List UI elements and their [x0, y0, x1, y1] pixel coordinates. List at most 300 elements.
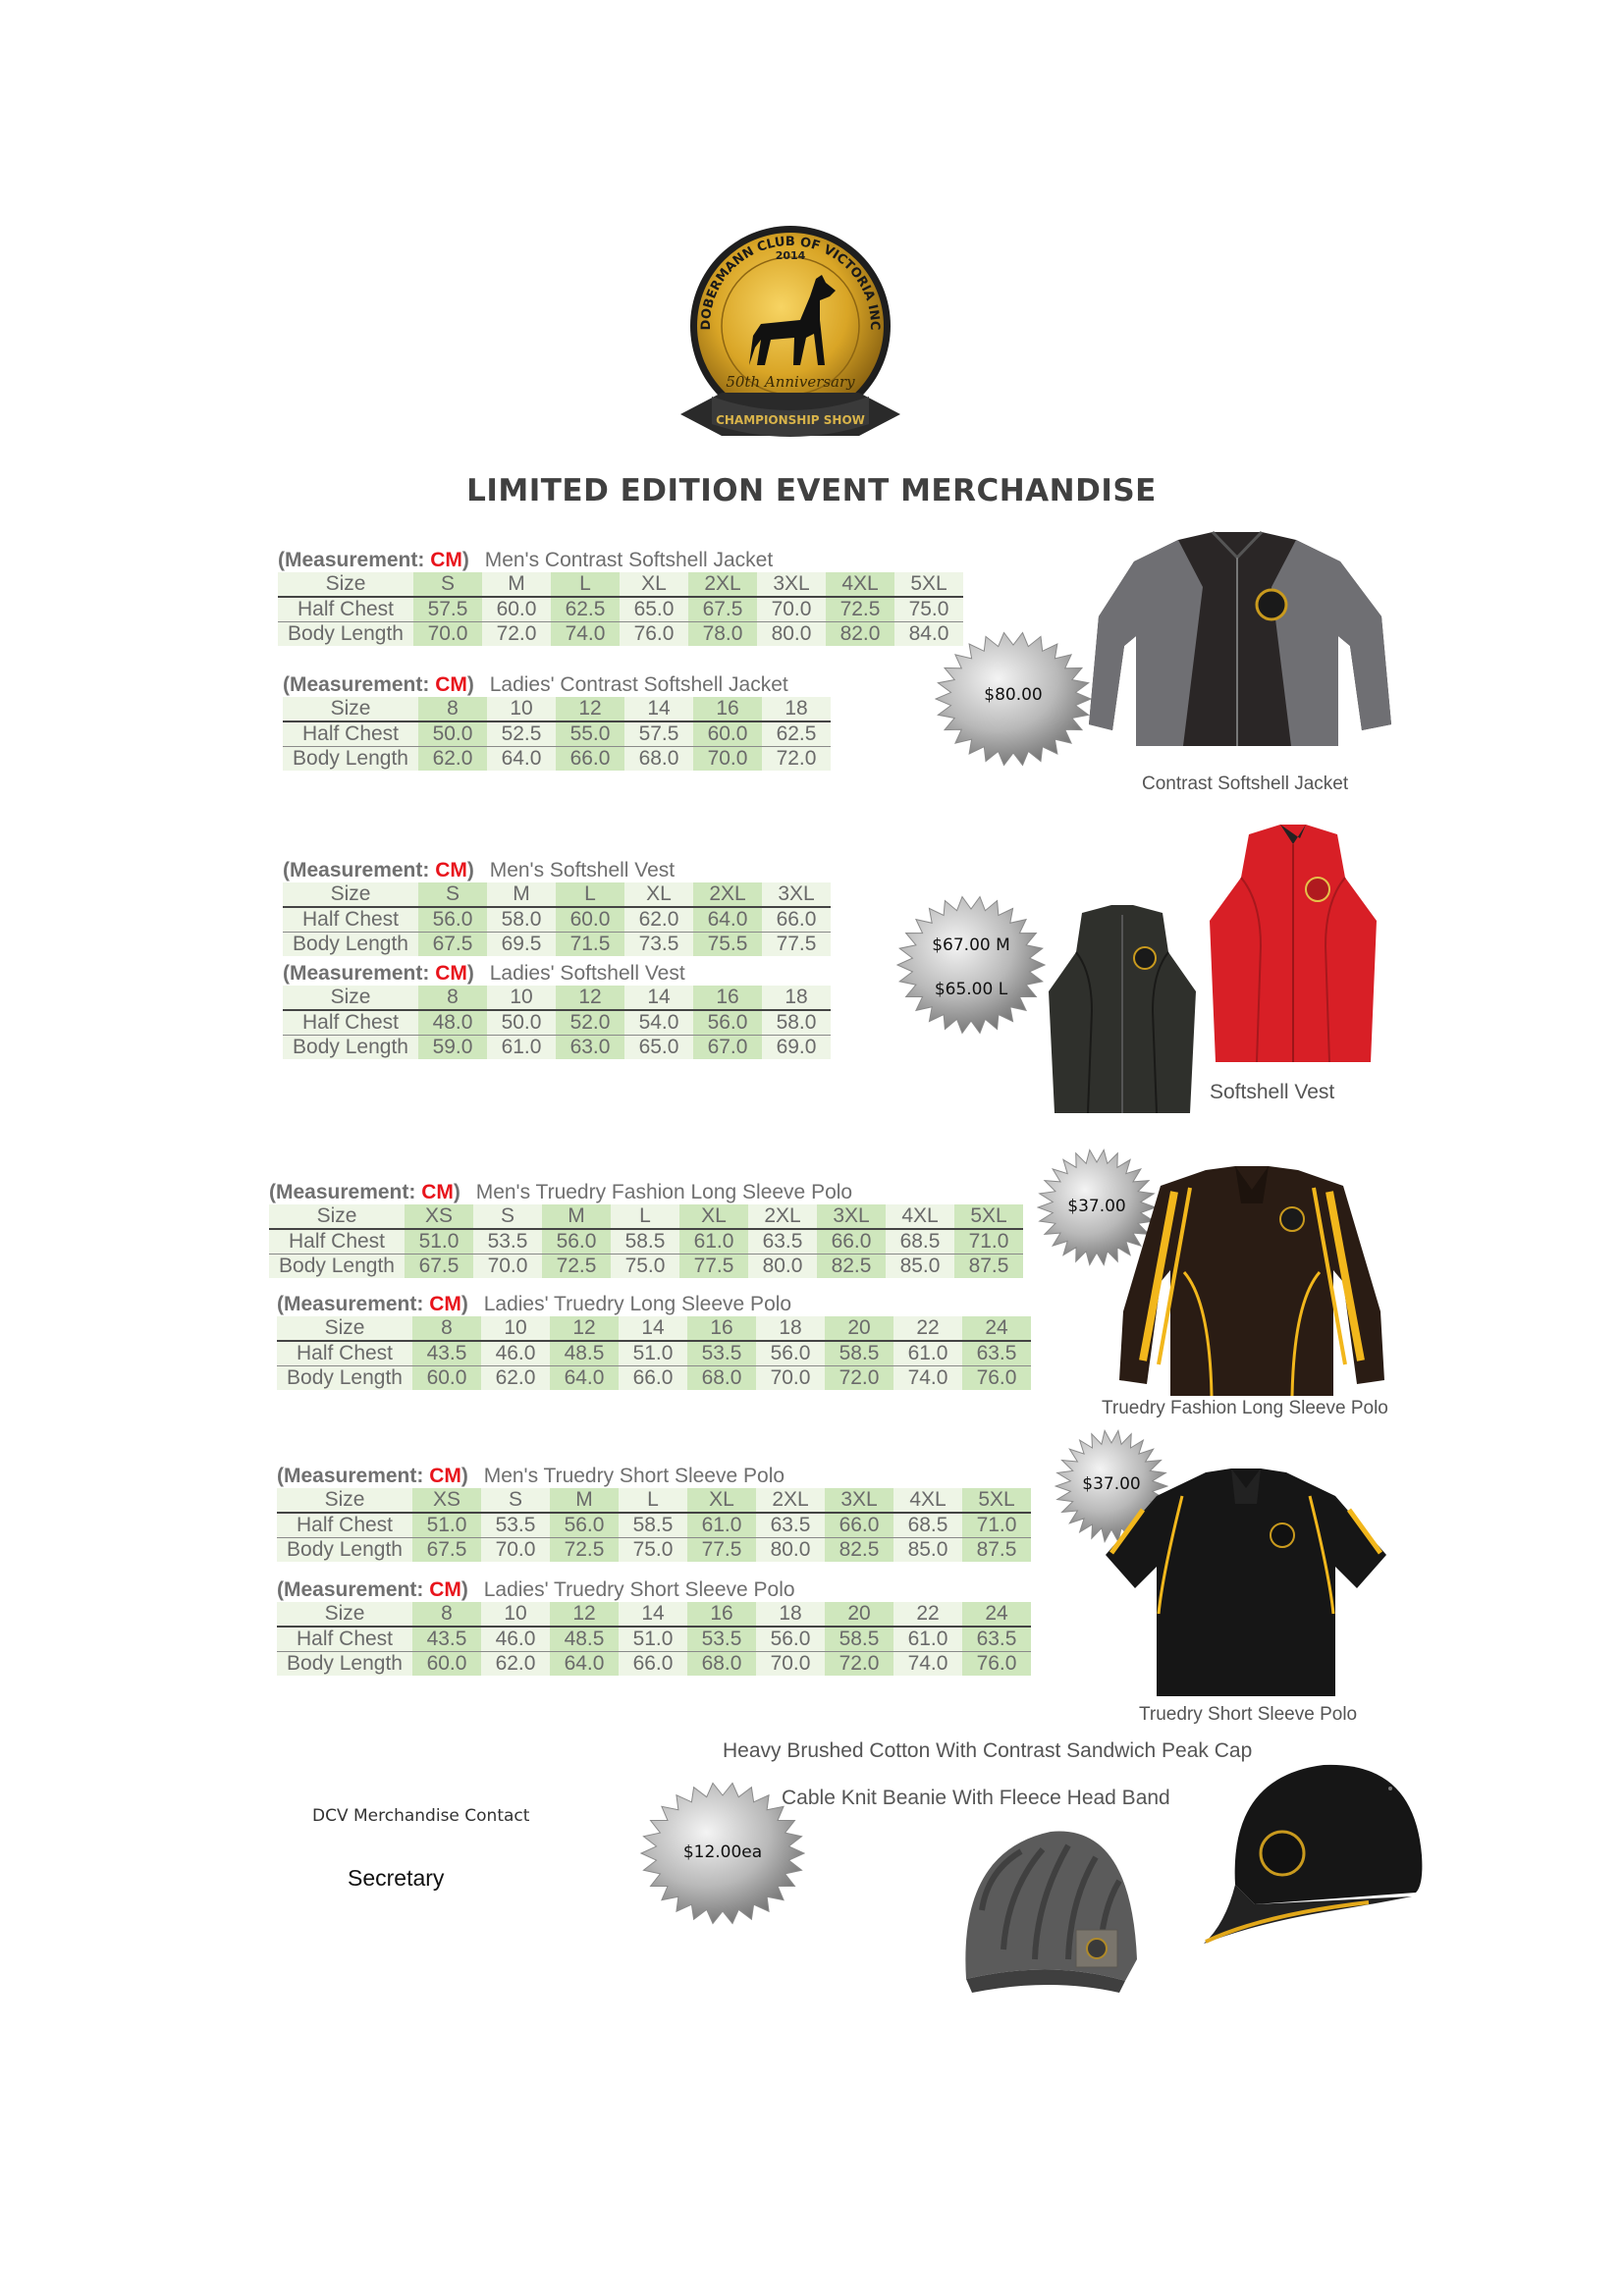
table-cell: 51.0	[405, 1230, 473, 1254]
logo-anniversary: 50th Anniversary	[726, 373, 855, 391]
table-cell: 12	[550, 1602, 619, 1626]
body-length-row	[277, 1652, 1031, 1676]
close-paren: )	[461, 549, 469, 571]
table-cell: 70.0	[473, 1255, 542, 1278]
table-cell: 63.5	[962, 1342, 1031, 1365]
table-cell: 20	[825, 1316, 893, 1340]
table-cell: 64.0	[550, 1652, 619, 1676]
table-cell: 84.0	[894, 622, 963, 646]
table-cell: 43.5	[412, 1628, 481, 1651]
table-cell: L	[551, 572, 620, 596]
table-cell: 5XL	[894, 572, 963, 596]
table-cell: M	[482, 572, 551, 596]
table-cell: 66.0	[825, 1514, 893, 1537]
table-cell: 76.0	[620, 622, 688, 646]
table-cell: 50.0	[487, 1011, 556, 1035]
half-chest-row	[269, 1230, 1023, 1255]
table-cell: 72.0	[482, 622, 551, 646]
table-cell: L	[619, 1488, 687, 1512]
size-row	[283, 697, 831, 722]
table-cell: XL	[679, 1204, 748, 1228]
dobermann-logo-icon	[663, 218, 918, 463]
table-cell: 53.5	[473, 1230, 542, 1254]
row-label: Size	[283, 986, 418, 1009]
table-cell: 73.5	[624, 933, 693, 956]
table-cell: 4XL	[826, 572, 894, 596]
table-cell: 10	[481, 1602, 550, 1626]
size-table	[283, 673, 831, 771]
measurement-label: (Measurement:	[278, 549, 431, 571]
table-cell: 4XL	[886, 1204, 954, 1228]
half-chest-row	[278, 598, 963, 622]
row-label: Size	[277, 1488, 412, 1512]
table-cell: 18	[762, 697, 831, 721]
cm-unit: CM	[429, 1293, 461, 1315]
price-starburst-jacket	[935, 631, 1092, 767]
table-cell: 78.0	[688, 622, 757, 646]
size-row	[283, 986, 831, 1011]
table-cell: 75.0	[894, 598, 963, 621]
table-cell: 69.5	[487, 933, 556, 956]
jacket-image	[1085, 528, 1399, 752]
table-cell: 70.0	[756, 1652, 825, 1676]
beanie-image	[952, 1812, 1143, 1993]
table-cell: 72.5	[550, 1538, 619, 1562]
table-cell: 62.5	[762, 722, 831, 746]
table-cell: 72.0	[825, 1366, 893, 1390]
table-cell: 58.5	[619, 1514, 687, 1537]
garment-name: Men's Contrast Softshell Jacket	[478, 549, 774, 571]
table-cell: M	[542, 1204, 611, 1228]
table-cell: 70.0	[413, 622, 482, 646]
table-cell: 66.0	[817, 1230, 886, 1254]
table-cell: 52.5	[487, 722, 556, 746]
price-short-polo: $37.00	[1082, 1474, 1141, 1494]
table-cell: 53.5	[687, 1628, 756, 1651]
price-jacket: $80.00	[984, 685, 1043, 705]
table-cell: 62.0	[624, 908, 693, 932]
table-cell: 57.5	[413, 598, 482, 621]
table-cell: 68.5	[893, 1514, 962, 1537]
table-cell: 80.0	[757, 622, 826, 646]
row-label: Half Chest	[283, 722, 418, 746]
polo-image-icon	[1104, 1467, 1388, 1698]
table-cell: XS	[405, 1204, 473, 1228]
caption-long-polo: Truedry Fashion Long Sleeve Polo	[1102, 1398, 1388, 1418]
table-cell: 54.0	[624, 1011, 693, 1035]
table-cell: S	[473, 1204, 542, 1228]
table-cell: 69.0	[762, 1036, 831, 1059]
table-cell: 66.0	[619, 1652, 687, 1676]
cm-unit: CM	[435, 673, 467, 696]
cap-image-icon	[1196, 1737, 1434, 1944]
size-table	[277, 1465, 1031, 1562]
caption-vest: Softshell Vest	[1210, 1081, 1335, 1103]
table-cell: 61.0	[487, 1036, 556, 1059]
table-cell: 60.0	[556, 908, 624, 932]
table-cell: 16	[693, 697, 762, 721]
price-vest-m: $67.00 M	[932, 935, 1010, 955]
table-cell: 24	[962, 1602, 1031, 1626]
table-heading	[269, 1181, 1023, 1204]
table-cell: 71.0	[954, 1230, 1023, 1254]
table-cell: 51.0	[619, 1628, 687, 1651]
table-cell: 56.0	[542, 1230, 611, 1254]
table-cell: 53.5	[481, 1514, 550, 1537]
table-cell: 24	[962, 1316, 1031, 1340]
table-cell: 76.0	[962, 1366, 1031, 1390]
table-cell: 77.5	[762, 933, 831, 956]
measurement-label: (Measurement:	[277, 1578, 430, 1601]
table-cell: 61.0	[893, 1342, 962, 1365]
close-paren: )	[460, 1293, 468, 1315]
vest-image-icon	[1204, 823, 1382, 1066]
garment-name: Ladies' Contrast Softshell Jacket	[483, 673, 788, 696]
row-label: Size	[278, 572, 413, 596]
table-cell: 70.0	[757, 598, 826, 621]
row-label: Half Chest	[277, 1514, 412, 1537]
table-cell: XS	[412, 1488, 481, 1512]
table-cell: 61.0	[687, 1514, 756, 1537]
table-cell: 87.5	[954, 1255, 1023, 1278]
row-label: Body Length	[277, 1366, 412, 1390]
size-table	[278, 549, 963, 646]
row-label: Half Chest	[269, 1230, 405, 1254]
table-cell: 51.0	[412, 1514, 481, 1537]
caption-jacket: Contrast Softshell Jacket	[1142, 774, 1349, 794]
row-label: Body Length	[277, 1652, 412, 1676]
table-cell: 3XL	[825, 1488, 893, 1512]
table-cell: 72.5	[542, 1255, 611, 1278]
row-label: Half Chest	[283, 1011, 418, 1035]
table-cell: S	[413, 572, 482, 596]
table-heading	[277, 1293, 1031, 1316]
table-cell: 2XL	[688, 572, 757, 596]
table-cell: 56.0	[756, 1342, 825, 1365]
close-paren: )	[466, 673, 474, 696]
measurement-label: (Measurement:	[283, 962, 436, 985]
measurement-label: (Measurement:	[283, 673, 436, 696]
size-row	[277, 1316, 1031, 1342]
table-cell: 48.0	[418, 1011, 487, 1035]
garment-name: Ladies' Truedry Long Sleeve Polo	[477, 1293, 792, 1315]
row-label: Size	[283, 882, 418, 906]
close-paren: )	[466, 962, 474, 985]
table-cell: 3XL	[817, 1204, 886, 1228]
table-heading	[283, 859, 831, 882]
table-cell: 16	[687, 1316, 756, 1340]
table-cell: 74.0	[893, 1366, 962, 1390]
table-cell: 85.0	[893, 1538, 962, 1562]
table-cell: 8	[412, 1316, 481, 1340]
half-chest-row	[277, 1342, 1031, 1366]
size-table	[277, 1578, 1031, 1676]
size-row	[277, 1488, 1031, 1514]
row-label: Half Chest	[277, 1342, 412, 1365]
size-table	[283, 962, 831, 1059]
table-cell: 67.5	[412, 1538, 481, 1562]
price-headwear: $12.00ea	[682, 1842, 763, 1862]
table-cell: 62.0	[481, 1652, 550, 1676]
table-cell: 61.0	[679, 1230, 748, 1254]
price-starburst-vest	[896, 895, 1046, 1035]
cm-unit: CM	[429, 1578, 461, 1601]
table-cell: 51.0	[619, 1342, 687, 1365]
table-cell: 76.0	[962, 1652, 1031, 1676]
table-cell: 68.0	[624, 747, 693, 771]
table-cell: 2XL	[748, 1204, 817, 1228]
table-cell: 53.5	[687, 1342, 756, 1365]
table-cell: 10	[487, 986, 556, 1009]
table-cell: 3XL	[762, 882, 831, 906]
table-heading	[283, 673, 831, 697]
table-cell: 61.0	[893, 1628, 962, 1651]
short-polo-image	[1104, 1467, 1388, 1698]
table-cell: 71.5	[556, 933, 624, 956]
table-cell: 52.0	[556, 1011, 624, 1035]
table-cell: 22	[893, 1316, 962, 1340]
size-row	[269, 1204, 1023, 1230]
cm-unit: CM	[435, 962, 467, 985]
size-table	[269, 1181, 1023, 1278]
table-cell: 71.0	[962, 1514, 1031, 1537]
table-cell: 12	[556, 986, 624, 1009]
table-cell: 2XL	[756, 1488, 825, 1512]
table-cell: 82.5	[817, 1255, 886, 1278]
table-cell: 87.5	[962, 1538, 1031, 1562]
table-cell: 3XL	[757, 572, 826, 596]
table-cell: 66.0	[556, 747, 624, 771]
table-cell: 80.0	[756, 1538, 825, 1562]
table-cell: 14	[624, 697, 693, 721]
table-cell: 75.0	[619, 1538, 687, 1562]
vest-image-black	[1043, 903, 1202, 1115]
body-length-row	[277, 1366, 1031, 1390]
table-cell: 64.0	[487, 747, 556, 771]
table-cell: 43.5	[412, 1342, 481, 1365]
table-cell: 46.0	[481, 1628, 550, 1651]
table-cell: 64.0	[550, 1366, 619, 1390]
table-cell: 14	[619, 1316, 687, 1340]
table-cell: 80.0	[748, 1255, 817, 1278]
row-label: Body Length	[278, 622, 413, 646]
table-cell: 55.0	[556, 722, 624, 746]
table-cell: XL	[624, 882, 693, 906]
table-cell: 60.0	[412, 1652, 481, 1676]
half-chest-row	[283, 722, 831, 747]
table-cell: L	[556, 882, 624, 906]
table-cell: 85.0	[886, 1255, 954, 1278]
table-cell: 82.5	[825, 1538, 893, 1562]
table-cell: 67.5	[418, 933, 487, 956]
half-chest-row	[283, 1011, 831, 1036]
row-label: Half Chest	[278, 598, 413, 621]
table-heading	[283, 962, 831, 986]
close-paren: )	[460, 1578, 468, 1601]
page-title: LIMITED EDITION EVENT MERCHANDISE	[466, 473, 1157, 508]
table-cell: 60.0	[482, 598, 551, 621]
body-length-row	[277, 1538, 1031, 1562]
cm-unit: CM	[435, 859, 467, 881]
body-length-row	[269, 1255, 1023, 1278]
table-cell: 18	[762, 986, 831, 1009]
price-vest-l: $65.00 L	[934, 980, 1008, 999]
half-chest-row	[283, 908, 831, 933]
table-cell: 62.0	[418, 747, 487, 771]
cm-unit: CM	[421, 1181, 454, 1203]
table-cell: 72.0	[825, 1652, 893, 1676]
cm-unit: CM	[429, 1465, 461, 1487]
close-paren: )	[453, 1181, 460, 1203]
row-label: Size	[269, 1204, 405, 1228]
table-cell: 63.5	[962, 1628, 1031, 1651]
table-cell: 5XL	[962, 1488, 1031, 1512]
row-label: Half Chest	[283, 908, 418, 932]
table-cell: 70.0	[756, 1366, 825, 1390]
body-length-row	[283, 1036, 831, 1059]
size-table	[277, 1293, 1031, 1390]
table-cell: 70.0	[481, 1538, 550, 1562]
table-cell: 58.5	[825, 1342, 893, 1365]
close-paren: )	[466, 859, 474, 881]
table-cell: 56.0	[756, 1628, 825, 1651]
table-cell: 10	[487, 697, 556, 721]
price-long-polo: $37.00	[1067, 1197, 1126, 1216]
table-cell: 56.0	[693, 1011, 762, 1035]
size-row	[283, 882, 831, 908]
table-cell: 72.5	[826, 598, 894, 621]
price-starburst-icon	[896, 895, 1046, 1035]
table-cell: 60.0	[693, 722, 762, 746]
table-cell: M	[550, 1488, 619, 1512]
price-starburst-headwear	[640, 1782, 805, 1925]
table-cell: 10	[481, 1316, 550, 1340]
garment-name: Men's Truedry Fashion Long Sleeve Polo	[469, 1181, 853, 1203]
size-row	[277, 1602, 1031, 1628]
table-cell: 16	[693, 986, 762, 1009]
body-length-row	[278, 622, 963, 646]
table-cell: 8	[418, 697, 487, 721]
table-cell: 59.0	[418, 1036, 487, 1059]
table-cell: 68.5	[886, 1230, 954, 1254]
cap-image	[1196, 1737, 1434, 1944]
table-cell: 58.5	[825, 1628, 893, 1651]
row-label: Body Length	[283, 1036, 418, 1059]
table-cell: 82.0	[826, 622, 894, 646]
table-cell: 63.0	[556, 1036, 624, 1059]
table-cell: 67.5	[688, 598, 757, 621]
table-cell: S	[481, 1488, 550, 1512]
table-heading	[277, 1465, 1031, 1488]
table-cell: 48.5	[550, 1628, 619, 1651]
table-cell: 62.0	[481, 1366, 550, 1390]
table-cell: 68.0	[687, 1366, 756, 1390]
garment-name: Ladies' Softshell Vest	[483, 962, 685, 985]
table-cell: 64.0	[693, 908, 762, 932]
table-cell: 77.5	[679, 1255, 748, 1278]
garment-name: Men's Truedry Short Sleeve Polo	[477, 1465, 785, 1487]
table-cell: L	[611, 1204, 679, 1228]
size-table	[283, 859, 831, 956]
table-cell: 67.0	[693, 1036, 762, 1059]
contact-label: DCV Merchandise Contact	[312, 1806, 530, 1826]
polo-image-icon	[1115, 1164, 1388, 1398]
measurement-label: (Measurement:	[277, 1465, 430, 1487]
table-cell: 5XL	[954, 1204, 1023, 1228]
table-cell: 18	[756, 1316, 825, 1340]
vest-image-icon	[1043, 903, 1202, 1115]
table-cell: 74.0	[893, 1652, 962, 1676]
logo-year: 2014	[775, 249, 806, 262]
table-cell: 14	[624, 986, 693, 1009]
table-cell: 75.0	[611, 1255, 679, 1278]
row-label: Body Length	[283, 933, 418, 956]
close-paren: )	[460, 1465, 468, 1487]
table-cell: 8	[412, 1602, 481, 1626]
table-cell: 60.0	[412, 1366, 481, 1390]
caption-short-polo: Truedry Short Sleeve Polo	[1139, 1704, 1358, 1725]
table-cell: S	[418, 882, 487, 906]
row-label: Body Length	[269, 1255, 405, 1278]
row-label: Body Length	[277, 1538, 412, 1562]
table-cell: 22	[893, 1602, 962, 1626]
logo-ring-text: DOBERMANN CLUB OF VICTORIA INC	[698, 234, 883, 331]
logo-banner-text: CHAMPIONSHIP SHOW	[716, 413, 865, 427]
beanie-image-icon	[952, 1812, 1143, 1993]
table-cell: 65.0	[624, 1036, 693, 1059]
table-cell: M	[487, 882, 556, 906]
table-cell: 56.0	[550, 1514, 619, 1537]
half-chest-row	[277, 1514, 1031, 1538]
vest-image-red	[1204, 823, 1382, 1066]
table-cell: 12	[556, 697, 624, 721]
garment-name: Men's Softshell Vest	[483, 859, 676, 881]
table-cell: 2XL	[693, 882, 762, 906]
table-cell: 58.0	[762, 1011, 831, 1035]
table-cell: 74.0	[551, 622, 620, 646]
table-cell: 63.5	[748, 1230, 817, 1254]
table-cell: 56.0	[418, 908, 487, 932]
row-label: Half Chest	[277, 1628, 412, 1651]
table-cell: 8	[418, 986, 487, 1009]
long-polo-image	[1115, 1164, 1388, 1398]
body-length-row	[283, 933, 831, 956]
table-cell: 18	[756, 1602, 825, 1626]
table-cell: 75.5	[693, 933, 762, 956]
table-cell: 12	[550, 1316, 619, 1340]
table-cell: XL	[687, 1488, 756, 1512]
table-cell: 20	[825, 1602, 893, 1626]
contact-role: Secretary	[348, 1865, 445, 1891]
table-cell: 16	[687, 1602, 756, 1626]
table-cell: 65.0	[620, 598, 688, 621]
table-cell: 58.0	[487, 908, 556, 932]
table-heading	[277, 1578, 1031, 1602]
table-cell: 58.5	[611, 1230, 679, 1254]
table-cell: 48.5	[550, 1342, 619, 1365]
half-chest-row	[277, 1628, 1031, 1652]
table-heading	[278, 549, 963, 572]
table-cell: 72.0	[762, 747, 831, 771]
table-cell: 77.5	[687, 1538, 756, 1562]
table-cell: 14	[619, 1602, 687, 1626]
row-label: Size	[277, 1602, 412, 1626]
size-row	[278, 572, 963, 598]
table-cell: 46.0	[481, 1342, 550, 1365]
body-length-row	[283, 747, 831, 771]
table-cell: XL	[620, 572, 688, 596]
table-cell: 70.0	[693, 747, 762, 771]
